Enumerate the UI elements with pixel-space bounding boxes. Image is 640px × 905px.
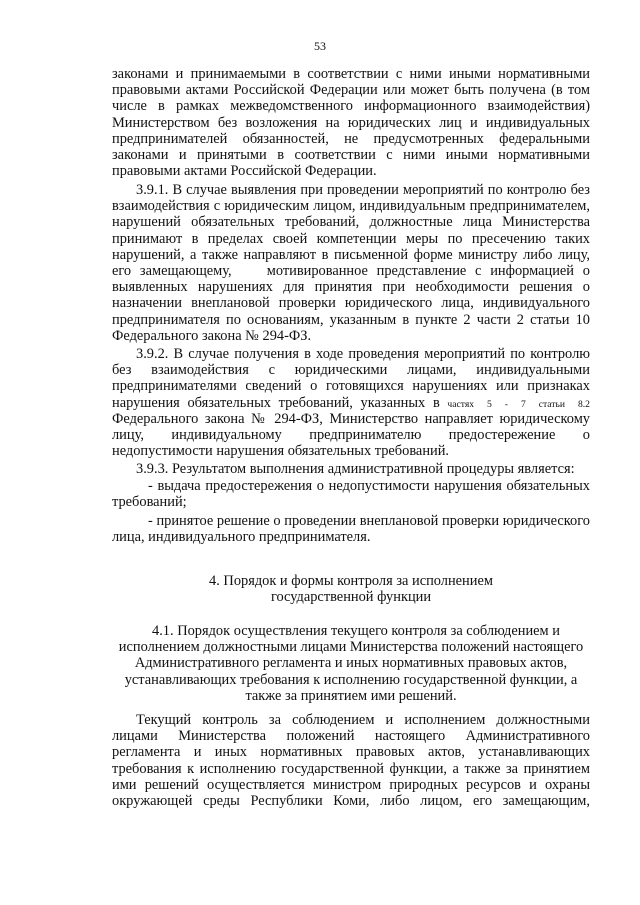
result-list-item xyxy=(112,478,590,510)
text-line: лицами Министерства положений настоящего Административного xyxy=(112,728,590,745)
text-line: нарушений, а также направляют в письменной форме министру либо лицу, xyxy=(112,246,590,263)
text-line: требований; xyxy=(112,494,187,511)
paragraph-current-control xyxy=(112,712,590,809)
text-line: окружающей среды Республики Коми, либо лицом, его замещающим, xyxy=(112,792,590,809)
text-line: Федерального закона № 294-ФЗ, Министерство направляет юридическому xyxy=(112,410,590,427)
section-heading-text xyxy=(112,573,590,605)
text-line: правовыми актами Российской Федерации или может быть получена (в том xyxy=(112,82,590,99)
result-list-item xyxy=(112,513,590,545)
text-line: 3.9.3. Результатом выполнения административной процедуры является: xyxy=(136,461,575,477)
heading-line: также за принятием ими решений. xyxy=(245,687,457,704)
text-line: предпринимателя по основаниям, указанным в пункте 2 части 2 статьи 10 xyxy=(112,311,590,328)
text-line: законами и принимаемыми в соответствии с ними иными нормативными xyxy=(112,66,590,82)
text-line: правовыми актами Российской Федерации. xyxy=(112,163,377,180)
text-line: предпринимателей обязанностей, не предусмотренных федеральными xyxy=(112,130,590,147)
text-line: - принятое решение о проведении внеплановой проверки юридического xyxy=(148,513,590,529)
text-line-with-reference xyxy=(112,395,590,411)
text-line: Федерального закона № 294-ФЗ. xyxy=(112,327,312,344)
text-line: 3.9.2. В случае получения в ходе проведения мероприятий по контролю xyxy=(136,346,590,362)
text-line: предпринимателями сведений о готовящихся нарушениях или признаках xyxy=(112,378,590,395)
text-line: его замещающему, мотивированное представление с информацией о xyxy=(112,262,590,279)
text-line: регламента и иных нормативных правовых актов, устанавливающих xyxy=(112,744,590,761)
heading-line: исполнением должностными лицами Министерства положений настоящего xyxy=(118,639,584,656)
paragraph-3-9-1 xyxy=(112,182,590,344)
small-reference-text: частях 5 - 7 статьи 8.2 xyxy=(447,398,590,410)
heading-line: Административного регламента и иных нормативных правовых актов, xyxy=(134,655,568,672)
text-line: нарушений обязательных требований, должностные лица Министерства xyxy=(112,214,590,231)
subsection-heading xyxy=(112,623,590,704)
text-line: выявленных нарушениях для принятия при необходимости решения о xyxy=(112,279,590,296)
paragraph-continuation xyxy=(112,66,590,179)
paragraph-3-9-2 xyxy=(112,346,590,459)
text-line: числе в рамках межведомственного информационного взаимодействия) xyxy=(112,98,590,115)
text-line: назначении внеплановой проверки юридического лица, индивидуального xyxy=(112,295,590,312)
text-line: взаимодействия с юридическим лицом, индивидуальным предпринимателем, xyxy=(112,198,590,215)
heading-line: устанавливающих требования к исполнению государственной функции, а xyxy=(124,671,578,688)
text-line: Министерством без возложения на юридических лиц и индивидуальных xyxy=(112,114,590,131)
text-line: - выдача предостережения о недопустимости нарушения обязательных xyxy=(148,478,590,494)
paragraph-3-9-3 xyxy=(112,461,590,477)
heading-line: 4.1. Порядок осуществления текущего контроля за соблюдением и xyxy=(152,623,560,639)
text-fragment: нарушения обязательных требований, указанных в xyxy=(112,394,440,411)
text-line: лицу, индивидуальному предпринимателю предостережение о xyxy=(112,426,590,443)
text-line: 3.9.1. В случае выявления при проведении мероприятий по контролю без xyxy=(136,182,590,198)
text-line: лица, индивидуального предпринимателя. xyxy=(112,529,371,546)
text-line: принимают в пределах своей компетенции меры по пресечению таких xyxy=(112,230,590,247)
page-number: 53 xyxy=(314,39,326,53)
text-line: без взаимодействия с юридическими лицами, индивидуальными xyxy=(112,362,590,379)
text-line: Текущий контроль за соблюдением и исполнением должностными xyxy=(136,712,590,728)
heading-line: государственной функции xyxy=(270,589,432,606)
text-line: требования к исполнению государственной функции, а также за принятием xyxy=(112,760,590,777)
text-line: ими решений осуществляется министром природных ресурсов и охраны xyxy=(112,776,590,793)
text-line: законами и принятыми в соответствии с ними иными нормативными xyxy=(112,146,590,163)
text-line: недопустимости нарушения обязательных требований. xyxy=(112,443,450,460)
heading-line: 4. Порядок и формы контроля за исполнением xyxy=(209,573,493,589)
